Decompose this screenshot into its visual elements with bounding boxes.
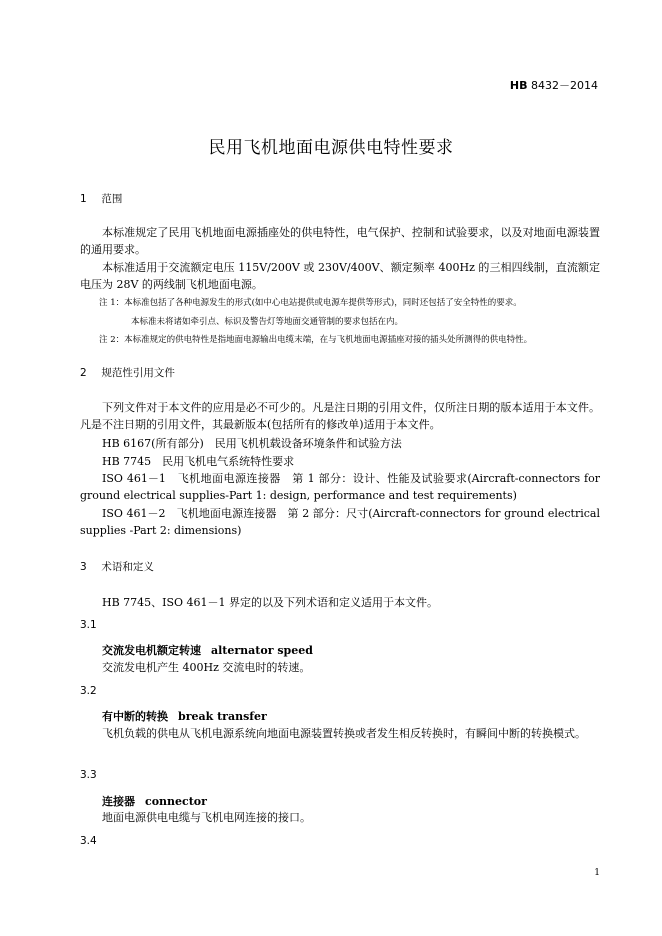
term-3-1-number: 3.1 (80, 619, 97, 631)
note-1-line-b: 本标准未将诸如牵引点、标识及警告灯等地面交通管制的要求包括在内。 (131, 317, 404, 327)
note-2: 注 2：本标准规定的供电特性是指地面电源输出电缆末端，在与飞机地面电源插座对接的插头处所测得的供电特性。 (99, 335, 533, 345)
term-3-3-number: 3.3 (80, 769, 97, 781)
section-2-number: 2 (80, 367, 87, 379)
term-3-1-definition: 交流发电机产生 400Hz 交流电时的转速。 (102, 661, 311, 674)
section-2-paragraph: 下列文件对于本文件的应用是必不可少的。凡是注日期的引用文件，仅所注日期的版本适用于本文件。凡是不注日期的引用文件，其最新版本(包括所有的修改单)适用于本文件。 (80, 401, 600, 431)
term-3-2-definition: 飞机负载的供电从飞机电源系统向地面电源装置转换或者发生相反转换时，有瞬间中断的转换模式。 (102, 727, 586, 740)
term-3-1-en: alternator speed (211, 644, 313, 657)
section-1-title: 范围 (101, 193, 123, 205)
term-3-2-en: break transfer (178, 710, 267, 723)
term-3-1-zh: 交流发电机额定转速 (102, 644, 201, 657)
section-2-title: 规范性引用文件 (101, 367, 175, 379)
section-1-number: 1 (80, 193, 87, 205)
standard-prefix: HB (509, 79, 528, 92)
section-1-paragraph-2: 本标准适用于交流额定电压 115V/200V 或 230V/400V、额定频率 400Hz 的三相四线制，直流额定电压为 28V 的两线制飞机地面电源。 (80, 261, 600, 291)
section-1-heading (80, 191, 122, 206)
term-3-3-definition: 地面电源供电电缆与飞机电网连接的接口。 (102, 811, 311, 824)
section-3-title: 术语和定义 (101, 561, 154, 573)
term-3-2-zh: 有中断的转换 (102, 710, 168, 723)
term-3-1-heading (102, 642, 313, 658)
term-3-3-heading (102, 793, 207, 809)
reference-iso461-2: ISO 461－2 飞机地面电源连接器 第 2 部分：尺寸(Aircraft-connectors for ground electrical supplies -Part 2: dimensions) (80, 507, 600, 537)
section-3-number: 3 (80, 561, 87, 573)
reference-hb7745: HB 7745 民用飞机电气系统特性要求 (102, 455, 295, 468)
term-3-3-zh: 连接器 (102, 795, 135, 808)
term-3-2-heading (102, 708, 267, 724)
term-3-2-number: 3.2 (80, 685, 97, 697)
term-3-3-en: connector (145, 795, 207, 808)
standard-number: 8432－2014 (531, 79, 598, 92)
reference-iso461-1: ISO 461－1 飞机地面电源连接器 第 1 部分：设计、性能及试验要求(Aircraft-connectors for ground electrical supplies-Part 1: design, performance and test requirements) (80, 472, 600, 502)
section-1-paragraph-1: 本标准规定了民用飞机地面电源插座处的供电特性，电气保护、控制和试验要求，以及对地面电源装置的通用要求。 (80, 226, 600, 256)
section-3-intro: HB 7745、ISO 461－1 界定的以及下列术语和定义适用于本文件。 (102, 596, 439, 609)
document-title: 民用飞机地面电源供电特性要求 (208, 138, 454, 158)
term-3-4-number: 3.4 (80, 835, 97, 847)
standard-code (510, 77, 598, 93)
section-3-heading (80, 559, 154, 574)
note-1-line-a: 注 1：本标准包括了各种电源发生的形式(如中心电站提供或电源车提供等形式)，同时还包括了安全特性的要求。 (99, 298, 522, 308)
section-2-heading (80, 365, 175, 380)
page-number: 1 (594, 868, 600, 878)
reference-hb6167: HB 6167(所有部分) 民用飞机机载设备环境条件和试验方法 (102, 437, 402, 450)
